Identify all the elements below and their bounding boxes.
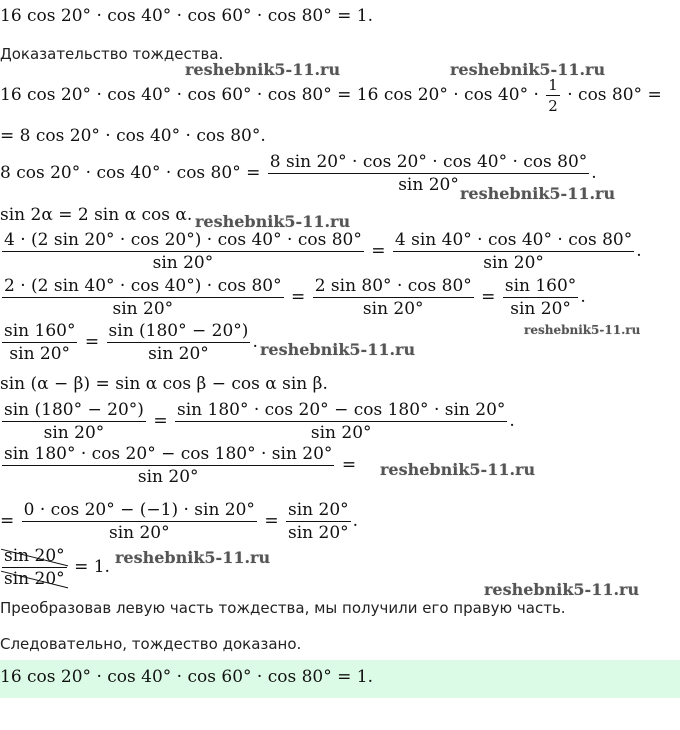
fraction: [2, 276, 284, 319]
watermark: reshebnik5-11.ru: [195, 212, 351, 231]
watermark: reshebnik5-11.ru: [260, 340, 416, 359]
proof-line-11: $\frac{\sin (180^\circ - 20^\circ)}{\sin 20^\circ}$ = $\frac{\sin 180^\circ \cdot \cos 20^\circ - \cos 180^\circ \cdot \sin 20^\circ}{\sin 20^\circ}$ .: [4, 400, 515, 443]
numerator: 8 sin 20° · cos 20° · cos 40° · cos 80°: [269, 152, 588, 172]
numerator: 0 · cos 20° − (−1) · sin 20°: [23, 500, 255, 520]
numerator: 1: [548, 76, 558, 94]
fraction: [175, 400, 507, 443]
text: 8 cos 20° · cos 40° · cos 80° =: [0, 163, 261, 183]
proof-line-12: $\frac{\sin 180^\circ \cdot \cos 20^\circ - \cos 180^\circ \cdot \sin 20^\circ}{\sin 20^\circ}$ =: [4, 444, 357, 487]
numerator: sin 180° · cos 20° − cos 180° · sin 20°: [176, 400, 506, 420]
proof-line-5: 8 cos 20° · cos 40° · cos 80° = $\frac{8 \sin 20^\circ \cdot \cos 20^\circ \cdot \cos 40^\circ \cdot \cos 80^\circ}{\sin 20^\circ}$ .: [0, 152, 597, 195]
denominator: sin 20°: [362, 299, 424, 319]
final-answer: 16 cos 20° · cos 40° · cos 60° · cos 80° = 1.: [0, 667, 374, 687]
fraction: [313, 276, 474, 319]
numerator: sin (180° − 20°): [108, 321, 249, 341]
denominator: sin 20°: [9, 344, 71, 364]
numerator: sin 160°: [4, 321, 76, 341]
numerator: sin 160°: [504, 276, 577, 296]
denominator: sin 20°: [148, 344, 209, 364]
conclusion-paragraph-2: Следовательно, тождество доказано.: [0, 635, 302, 653]
half-fraction: [546, 76, 560, 115]
text: = 1.: [74, 557, 110, 577]
fraction: [2, 321, 77, 364]
numerator: 2 sin 80° · cos 80°: [314, 276, 472, 296]
identity-sine-difference: sin (α − β) = sin α cos β − cos α sin β.: [0, 374, 328, 394]
denominator: sin 20°: [112, 299, 174, 319]
fraction: [503, 276, 578, 319]
numerator: 4 · (2 sin 20° · cos 20°) · cos 40° · cos 80°: [4, 230, 362, 250]
text: · cos 80° =: [567, 85, 662, 105]
proof-line-8: $\frac{2 \cdot (2 \sin 40^\circ \cdot \cos 40^\circ) \cdot \cos 80^\circ}{\sin 20^\circ}$ = $\frac{2 \sin 80^\circ \cdot \cos 80^\circ}{\sin 20^\circ}$ = $\frac{\sin 160^\circ}{\sin 20^\circ}$ .: [4, 276, 586, 319]
proof-line-13: = $\frac{0 \cdot \cos 20^\circ - (-1) \cdot \sin 20^\circ}{\sin 20^\circ}$ = $\frac{\sin 20^\circ}{\sin 20^\circ}$ .: [0, 500, 359, 543]
identity-double-angle: sin 2α = 2 sin α cos α.: [0, 205, 193, 225]
denominator: 2: [548, 97, 558, 115]
denominator: sin 20°: [152, 253, 214, 273]
fraction: [22, 500, 257, 543]
text: 16 cos 20° · cos 40° · cos 60° · cos 80° = 16 cos 20° · cos 40° ·: [0, 85, 539, 105]
proof-line-7: $\frac{4 \cdot (2 \sin 20^\circ \cdot \cos 20^\circ) \cdot \cos 40^\circ \cdot \cos 80^\circ}{\sin 20^\circ}$ = $\frac{4 \sin 40^\circ \cdot \cos 40^\circ \cdot \cos 80^\circ}{\sin 20^\circ}$ .: [4, 230, 642, 273]
denominator: sin 20°: [137, 467, 199, 487]
fraction: [2, 444, 334, 487]
watermark: reshebnik5-11.ru: [115, 548, 271, 567]
watermark: reshebnik5-11.ru: [380, 460, 536, 479]
proof-line-9: $\frac{\sin 160^\circ}{\sin 20^\circ}$ = $\frac{\sin (180^\circ - 20^\circ)}{\sin 20^\circ}$ .: [4, 321, 258, 364]
denominator: sin 20°: [510, 299, 571, 319]
watermark: reshebnik5-11.ru: [460, 184, 616, 203]
formula-statement: 16 cos 20° · cos 40° · cos 60° · cos 80° = 1.: [0, 6, 374, 26]
numerator: sin (180° − 20°): [4, 400, 144, 420]
denominator: sin 20°: [398, 175, 459, 195]
final-answer-box: [0, 660, 680, 698]
watermark: reshebnik5-11.ru: [450, 60, 606, 79]
proof-line-4: = 8 cos 20° · cos 40° · cos 80°.: [0, 126, 266, 146]
fraction: [107, 321, 251, 364]
conclusion-paragraph-1: Преобразовав левую часть тождества, мы получили его правую часть.: [0, 599, 566, 617]
watermark: reshebnik5-11.ru: [524, 323, 641, 337]
denominator: sin 20°: [43, 423, 105, 443]
fraction: [2, 230, 364, 273]
proof-line-3: [0, 76, 662, 115]
watermark: reshebnik5-11.ru: [484, 580, 640, 599]
fraction: [393, 230, 634, 273]
fraction: [286, 500, 351, 543]
numerator: sin 20°: [288, 500, 349, 520]
denominator: sin 20°: [288, 523, 349, 543]
proof-heading: Доказательство тождества.: [0, 45, 224, 63]
denominator: sin 20°: [4, 569, 65, 589]
denominator: sin 20°: [310, 423, 372, 443]
numerator: 2 · (2 sin 40° · cos 40°) · cos 80°: [4, 276, 282, 296]
denominator: sin 20°: [483, 253, 544, 273]
numerator: sin 20°: [4, 546, 65, 566]
watermark: reshebnik5-11.ru: [185, 60, 341, 79]
fraction: [2, 400, 146, 443]
numerator: sin 180° · cos 20° − cos 180° · sin 20°: [4, 444, 333, 464]
cancelled-fraction: [2, 546, 67, 589]
proof-line-14: [0, 546, 110, 589]
denominator: sin 20°: [108, 523, 170, 543]
numerator: 4 sin 40° · cos 40° · cos 80°: [394, 230, 633, 250]
